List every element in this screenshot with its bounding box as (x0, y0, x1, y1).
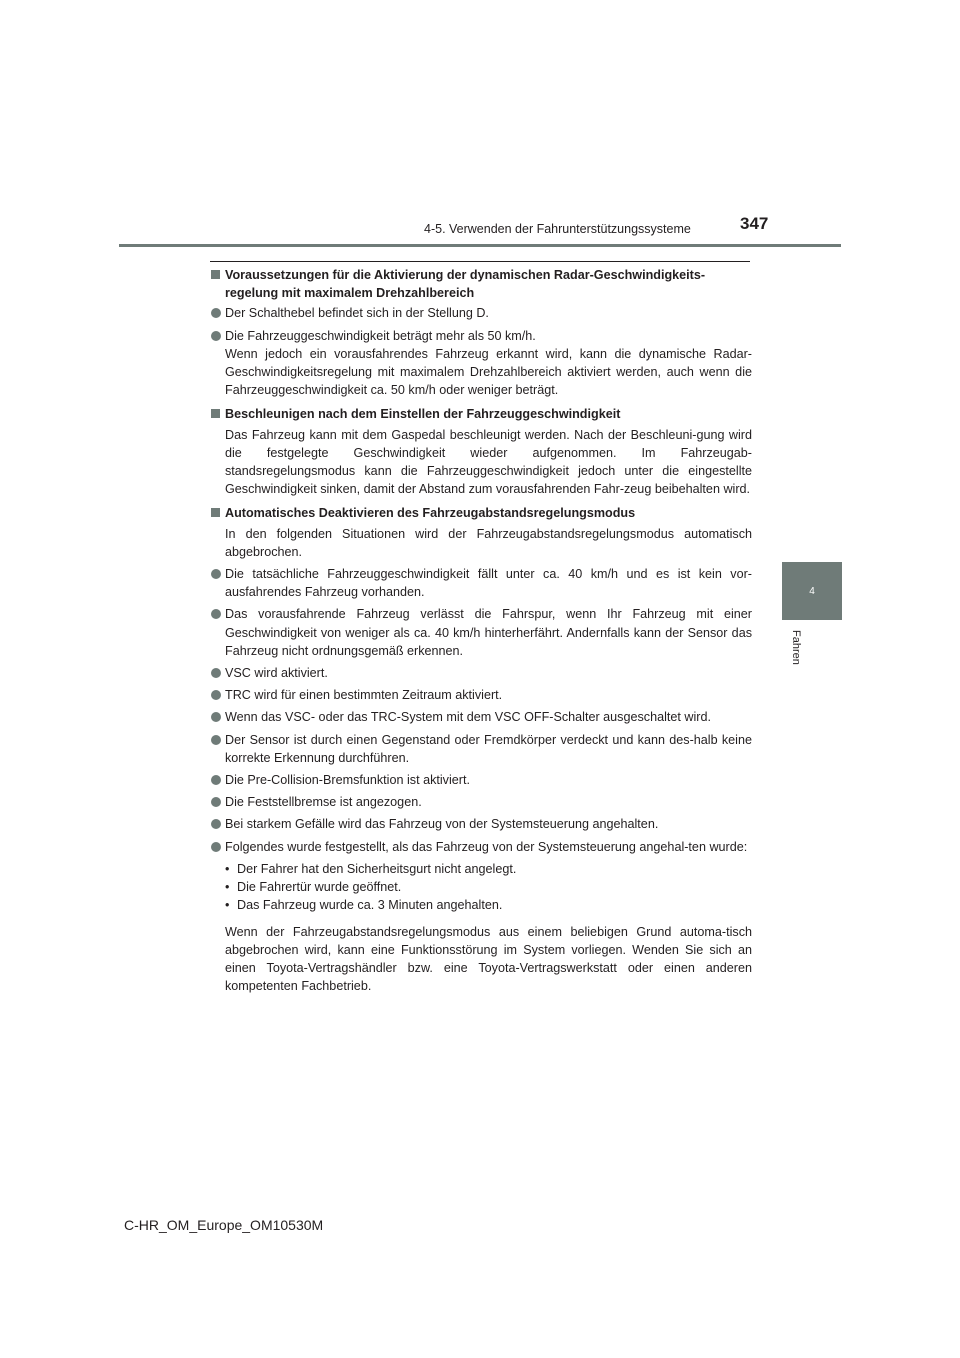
chapter-tab (782, 562, 842, 620)
list-item: TRC wird für einen bestimmten Zeitraum aktiviert. (210, 686, 752, 704)
chapter-label: Fahren (790, 630, 802, 665)
square-bullet-icon (211, 270, 220, 279)
sub-list (210, 860, 752, 915)
note-text: Wenn jedoch ein vorausfahrendes Fahrzeug erkannt wird, kann die dynamische Radar-Geschwindigkeitsregelung mit maximalem Drehzahlbereich aktiviert werden, auch wenn die Fahrzeuggeschwindigkeit ca. 50 km/h oder weniger beträgt. (225, 346, 752, 398)
circle-bullet-icon (211, 842, 221, 852)
section-heading (210, 266, 752, 302)
circle-bullet-icon (211, 308, 221, 318)
section-heading (210, 504, 752, 522)
square-bullet-icon (211, 409, 220, 418)
circle-bullet-icon (211, 331, 221, 341)
closing-text: Wenn der Fahrzeugabstandsregelungsmodus aus einem beliebigen Grund automa-tisch abgebrochen wird, kann eine Funktionsstörung im System vorliegen. Wenden Sie sich an einen Toyota-Vertragshändler bzw. eine Toyota-Vertragswerkstatt oder einen anderen kompetenten Fachbetrieb. (225, 924, 752, 994)
circle-bullet-icon (211, 668, 221, 678)
header-rule (119, 244, 841, 247)
list-item: Die Pre-Collision-Bremsfunktion ist aktiviert. (210, 771, 752, 789)
list-item: Wenn das VSC- oder das TRC-System mit dem VSC OFF-Schalter ausgeschaltet wird. (210, 708, 752, 726)
list-item: Die Feststellbremse ist angezogen. (210, 793, 752, 811)
circle-bullet-icon (211, 735, 221, 745)
list-item: Die Fahrzeuggeschwindigkeit beträgt mehr als 50 km/h. (210, 327, 752, 345)
heading-text: Automatisches Deaktivieren des Fahrzeugabstandsregelungsmodus (225, 506, 636, 521)
list-item: Bei starkem Gefälle wird das Fahrzeug von der Systemsteuerung angehalten. (210, 815, 752, 833)
circle-bullet-icon (211, 712, 221, 722)
square-bullet-icon (211, 508, 220, 517)
page-number: 347 (740, 214, 769, 233)
sub-list-item: • Die Fahrertür wurde geöffnet. (225, 878, 752, 896)
heading-text: Beschleunigen nach dem Einstellen der Fahrzeuggeschwindigkeit (225, 407, 621, 422)
list-item: Der Schalthebel befindet sich in der Stellung D. (210, 304, 752, 322)
circle-bullet-icon (211, 797, 221, 807)
dot-mark: • (225, 861, 230, 876)
section-heading (210, 405, 752, 423)
circle-bullet-icon (211, 819, 221, 829)
list-item: Folgendes wurde festgestellt, als das Fahrzeug von der Systemsteuerung angehal-ten wurde: (210, 838, 752, 856)
list-item: Das vorausfahrende Fahrzeug verlässt die Fahrspur, wenn Ihr Fahrzeug mit einer Geschwindigkeit von weniger als ca. 40 km/h hinterherfährt. Andernfalls kann der Sensor das Fahrzeug nicht ordnungsgemäß erkennen. (210, 605, 752, 660)
document-id: C-HR_OM_Europe_OM10530M (124, 1217, 324, 1233)
sub-list-item: • Das Fahrzeug wurde ca. 3 Minuten angehalten. (225, 896, 752, 914)
main-content (210, 266, 752, 999)
list-item: Die tatsächliche Fahrzeuggeschwindigkeit fällt unter ca. 40 km/h und es ist kein vor-ausfahrendes Fahrzeug vorhanden. (210, 565, 752, 601)
section-title: 4-5. Verwenden der Fahrunterstützungssysteme (424, 222, 691, 236)
list-item: VSC wird aktiviert. (210, 664, 752, 682)
chapter-number: 4 (809, 586, 815, 597)
circle-bullet-icon (211, 609, 221, 619)
content-top-rule (210, 261, 750, 262)
body-text: Das Fahrzeug kann mit dem Gaspedal beschleunigt werden. Nach der Beschleuni-gung wird die festgelegte Geschwindigkeit wieder aufgenommen. Im Fahrzeugab-standsregelungsmodus kann die Fahrzeuggeschwindigkeit jedoch unter die eingestellte Geschwindigkeit sinken, damit der Abstand zum vorausfahrenden Fahr-zeug beibehalten wird. (225, 427, 752, 497)
dot-mark: • (225, 880, 230, 895)
heading-text: Voraussetzungen für die Aktivierung der dynamischen Radar-Geschwindigkeits-regelung mit maximalem Drehzahlbereich (225, 268, 706, 301)
dot-mark: • (225, 898, 230, 913)
list-item: Der Sensor ist durch einen Gegenstand oder Fremdkörper verdeckt und kann des-halb keine korrekte Erkennung durchführen. (210, 731, 752, 767)
sub-list-item: • Der Fahrer hat den Sicherheitsgurt nicht angelegt. (225, 860, 752, 878)
circle-bullet-icon (211, 690, 221, 700)
circle-bullet-icon (211, 569, 221, 579)
intro-text: In den folgenden Situationen wird der Fahrzeugabstandsregelungsmodus automatisch abgebrochen. (225, 526, 752, 559)
circle-bullet-icon (211, 775, 221, 785)
